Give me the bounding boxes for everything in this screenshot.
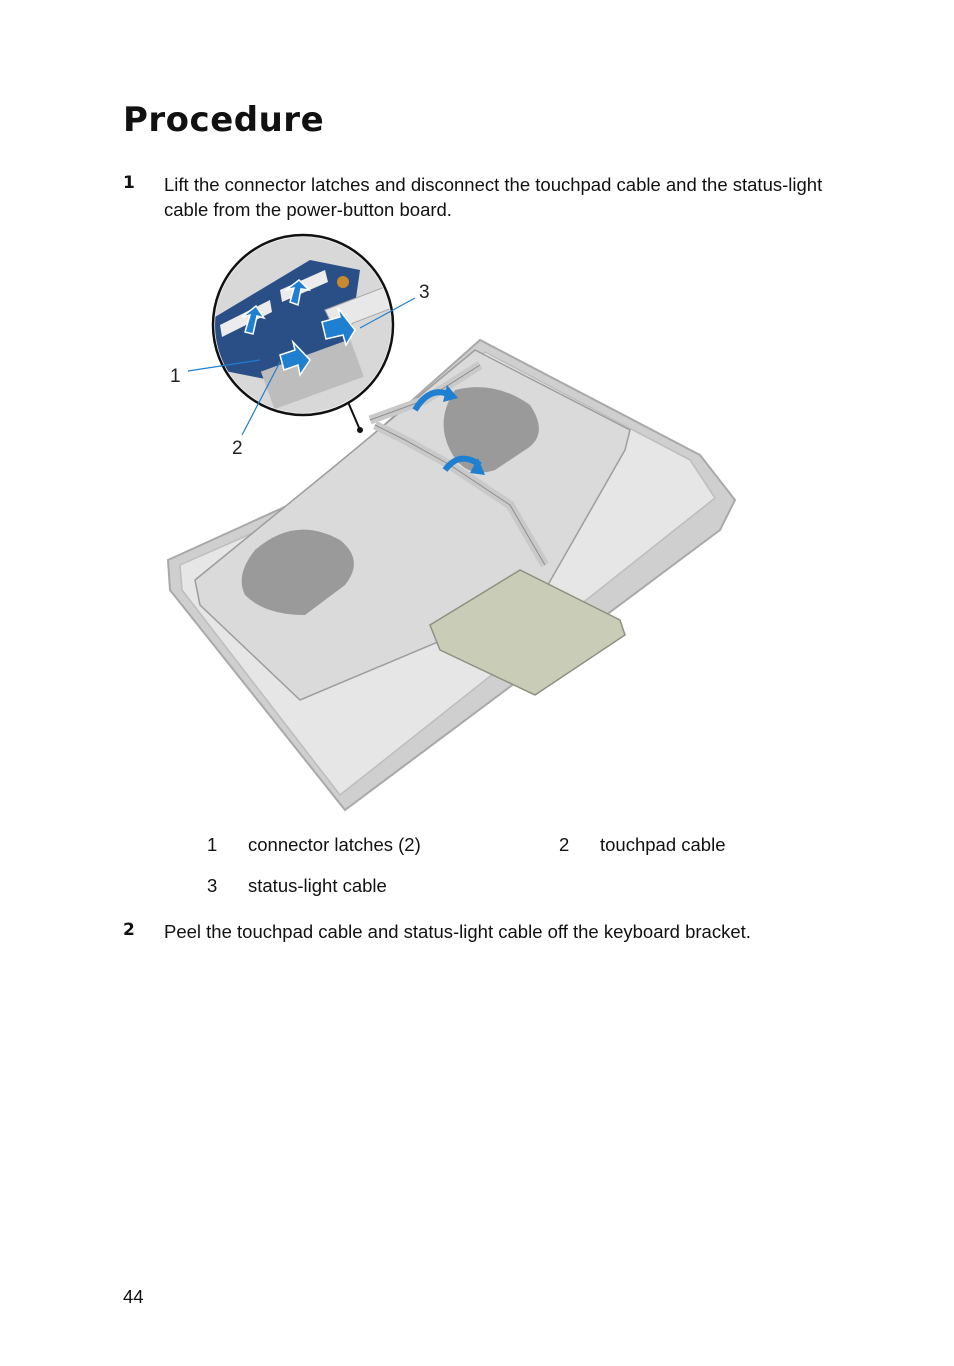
callout-3: 3 <box>419 282 430 303</box>
step-1-number: 1 <box>123 173 135 193</box>
legend-number: 2 <box>559 834 570 855</box>
step-2-number: 2 <box>123 920 135 940</box>
procedure-illustration <box>160 230 750 820</box>
page-title: Procedure <box>123 100 325 140</box>
page-number: 44 <box>123 1286 144 1307</box>
zoom-detail <box>210 235 400 425</box>
step-1-text: Lift the connector latches and disconnect the touchpad cable and the status-light cable from the power-button board. <box>164 174 823 220</box>
step-2-text: Peel the touchpad cable and status-light cable off the keyboard bracket. <box>164 921 751 942</box>
legend-label: touchpad cable <box>600 834 726 855</box>
legend-label: connector latches (2) <box>248 834 421 855</box>
legend-number: 1 <box>207 834 218 855</box>
legend-number: 3 <box>207 875 218 896</box>
legend-label: status-light cable <box>248 875 387 896</box>
callout-2: 2 <box>232 438 243 459</box>
callout-1: 1 <box>170 366 181 387</box>
laptop-diagram <box>160 230 750 820</box>
